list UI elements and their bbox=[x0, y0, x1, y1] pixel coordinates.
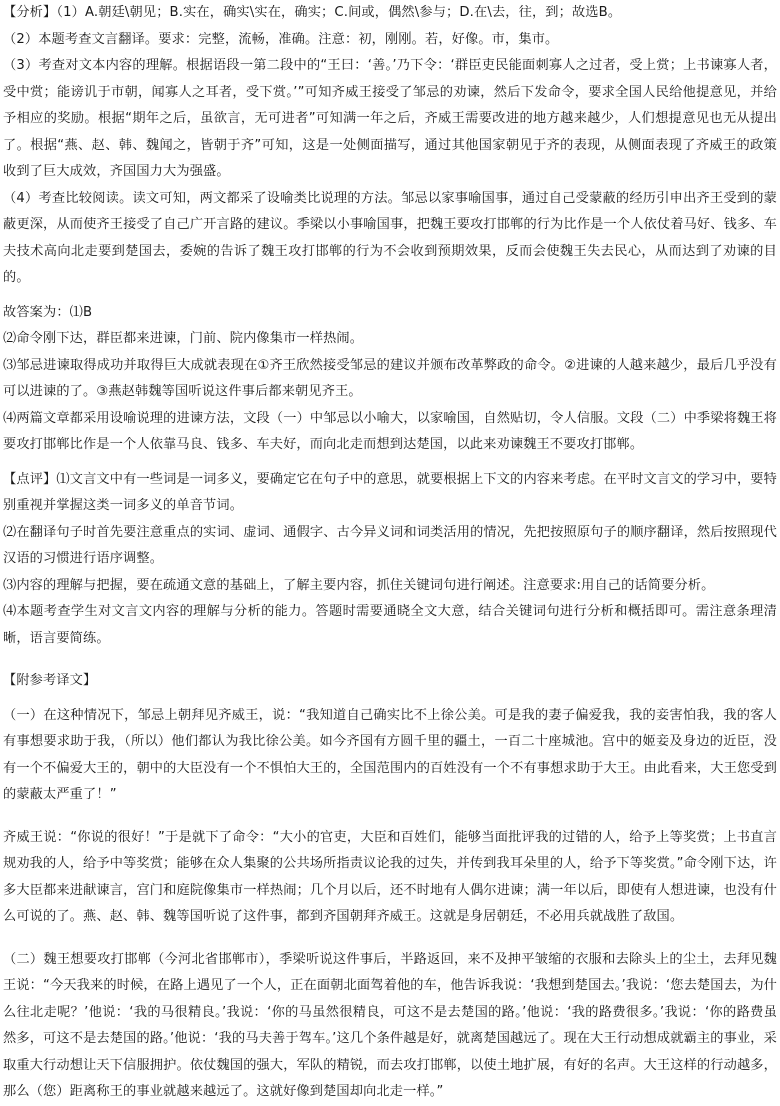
comment-item-2: ⑵在翻译句子时首先要注意重点的实词、虚词、通假字、古今异义词和词类活用的情况，先把按照原句子的顺序翻译，然后按照现代汉语的习惯进行语序调整。 bbox=[3, 524, 777, 566]
analysis-item-1-text: （1）A.朝廷\朝见；B.实在，确实\实在，确实；C.间或，偶然\参与；D.在\去，往，到；故选B。 bbox=[56, 5, 622, 20]
comment-item-3: ⑶内容的理解与把握，要在疏通文意的基础上，了解主要内容，抓住关键词句进行阐述。注意要求:用自己的话简要分析。 bbox=[3, 577, 715, 593]
spacer bbox=[3, 459, 777, 467]
comment-item-1: 【点评】⑴文言文中有一些词是一词多义，要确定它在句子中的意思，就要根据上下文的内容来考虑。在平时文言文的学习中，要特别重视并掌握这类一词多义的单音节词。 bbox=[3, 471, 777, 513]
translation-para-2: 齐威王说：“你说的很好！”于是就下了命令：“大小的官吏，大臣和百姓们，能够当面批评我的过错的人，给予上等奖赏；上书直言规劝我的人，给予中等奖赏；能够在众人集聚的公共场所指责议论我的过失，并传到我耳朵里的人，给予下等奖赏。”命令刚下达，许多大臣都来进献谏言，宫门和庭院像集市一样热闹；几个月以后，还不时地有人偶尔进谏；满一年以后，即使有人想进谏，也没有什么可说的了。燕、赵、韩、魏等国听说了这件事，都到齐国朝拜齐威王。这就是身居朝廷，不必用兵就战胜了敌国。 bbox=[3, 829, 777, 924]
translation-para-3: （二）魏王想要攻打邯郸（今河北省邯郸市），季梁听说这件事后，半路返回，来不及抻平皱缩的衣服和去除头上的尘土，去拜见魏王说：“今天我来的时候，在路上遇见了一个人，正在面朝北面驾着他的车，他告诉我说：‘我想到楚国去。’我说：‘您去楚国去，为什么往北走呢？’他说：‘我的马很精良。’我说：‘你的马虽然很精良，可这不是去楚国的路。’他说：‘我的路费很多。’我说：‘你的路费虽然多，可这不是去楚国的路。’他说：‘我的马夫善于驾车。’这几个条件越是好，就离楚国越远了。现在大王行动想成就霸主的事业，采取重大行动想让天下信服拥护。依仗魏国的强大，军队的精锐，而去攻打邯郸，以使土地扩展，有好的名声。大王这样的行动越多，那么（您）距离称王的事业就越来越远了。这就好像到楚国却向北走一样。” bbox=[3, 951, 777, 1099]
answer-item-4: ⑷两篇文章都采用设喻说理的进谏方法，文段（一）中邹忌以小喻大，以家喻国，自然贴切，令人信服。文段（二）中季梁将魏王将要攻打邯郸比作是一个人依靠马良、钱多、车夫好，而向北走而想到达楚国，以此来劝谏魏王不要攻打邯郸。 bbox=[3, 410, 777, 452]
answer-section bbox=[3, 300, 777, 459]
translation-header: 【附参考译文】 bbox=[3, 673, 97, 688]
answer-item-1: 故答案为：⑴B bbox=[3, 304, 93, 320]
analysis-section bbox=[3, 0, 777, 292]
analysis-item-1 bbox=[3, 0, 777, 27]
spacer bbox=[3, 695, 777, 703]
analysis-item-4: （4）考查比较阅读。读文可知，两文都采了设喻类比说理的方法。邹忌以家事喻国事，通过自己受蒙蔽的经历引申出齐王受到的蒙蔽更深，从而使齐王接受了自己广开言路的建议。季梁以小事喻国事，把魏王要攻打邯郸的行为比作是一个人依仗着马好、钱多、车夫技术高向北走要到楚国去，委婉的告诉了魏王攻打邯郸的行为不会收到预期效果，反而会使魏王失去民心，从而达到了劝谏的目的。 bbox=[3, 190, 777, 285]
analysis-header: 【分析】 bbox=[3, 5, 57, 20]
analysis-item-3: （3）考查对文本内容的理解。根据语段一第二段中的“王曰：‘善。’乃下令：‘群臣吏民能面刺寡人之过者，受上赏；上书谏寡人者，受中赏；能谤讥于市朝，闻寡人之耳者，受下赏。’”可知齐威王接受了邹忌的劝谏，然后下发命令，要求全国人民给他提意见，并给予相应的奖励。根据“期年之后，虽欲言，无可进者”可知满一年之后，齐威王需要改进的地方越来越少，人们想提意见也无从提出了。根据“燕、赵、韩、魏闻之，皆朝于齐”可知，这是一处侧面描写，通过其他国家朝见于齐的表现，从侧面表现了齐威王的政策收到了巨大成效，齐国国力大为强盛。 bbox=[3, 58, 777, 179]
spacer bbox=[3, 292, 777, 300]
translation-para-1: （一）在这种情况下，邹忌上朝拜见齐威王，说：“我知道自己确实比不上徐公美。可是我的妻子偏爱我，我的妾害怕我，我的客人有事想要求助于我，（所以）他们都认为我比徐公美。如今齐国有方圆千里的疆土，一百二十座城池。宫中的姬妾及身边的近臣，没有一个不偏爱大王的，朝中的大臣没有一个不惧怕大王的，全国范围内的百姓没有一个不有事想求助于大王。由此看来，大王您受到的蒙蔽太严重了！” bbox=[3, 707, 777, 802]
analysis-item-2: （2）本题考查文言翻译。要求：完整，流畅，准确。注意：初，刚刚。若，好像。市，集市。 bbox=[3, 31, 559, 47]
answer-item-2: ⑵命令刚下达，群臣都来进谏，门前、院内像集市一样热闹。 bbox=[3, 331, 364, 346]
spacer bbox=[3, 931, 777, 947]
comment-item-4: ⑷本题考查学生对文言文内容的理解与分析的能力。答题时需要通晓全文大意，结合关键词句进行分析和概括即可。需注意条理清晰，语言要简练。 bbox=[3, 604, 777, 646]
spacer bbox=[3, 652, 777, 668]
spacer bbox=[3, 809, 777, 825]
answer-item-3: ⑶邹忌进谏取得成功并取得巨大成就表现在①齐王欣然接受邹忌的建议并颁布改革弊政的命令。②进谏的人越来越少，最后几乎没有可以进谏的了。③燕赵韩魏等国听说这件事后都来朝见齐王。 bbox=[3, 357, 777, 399]
translation-section bbox=[3, 668, 777, 1106]
comment-section bbox=[3, 467, 777, 653]
